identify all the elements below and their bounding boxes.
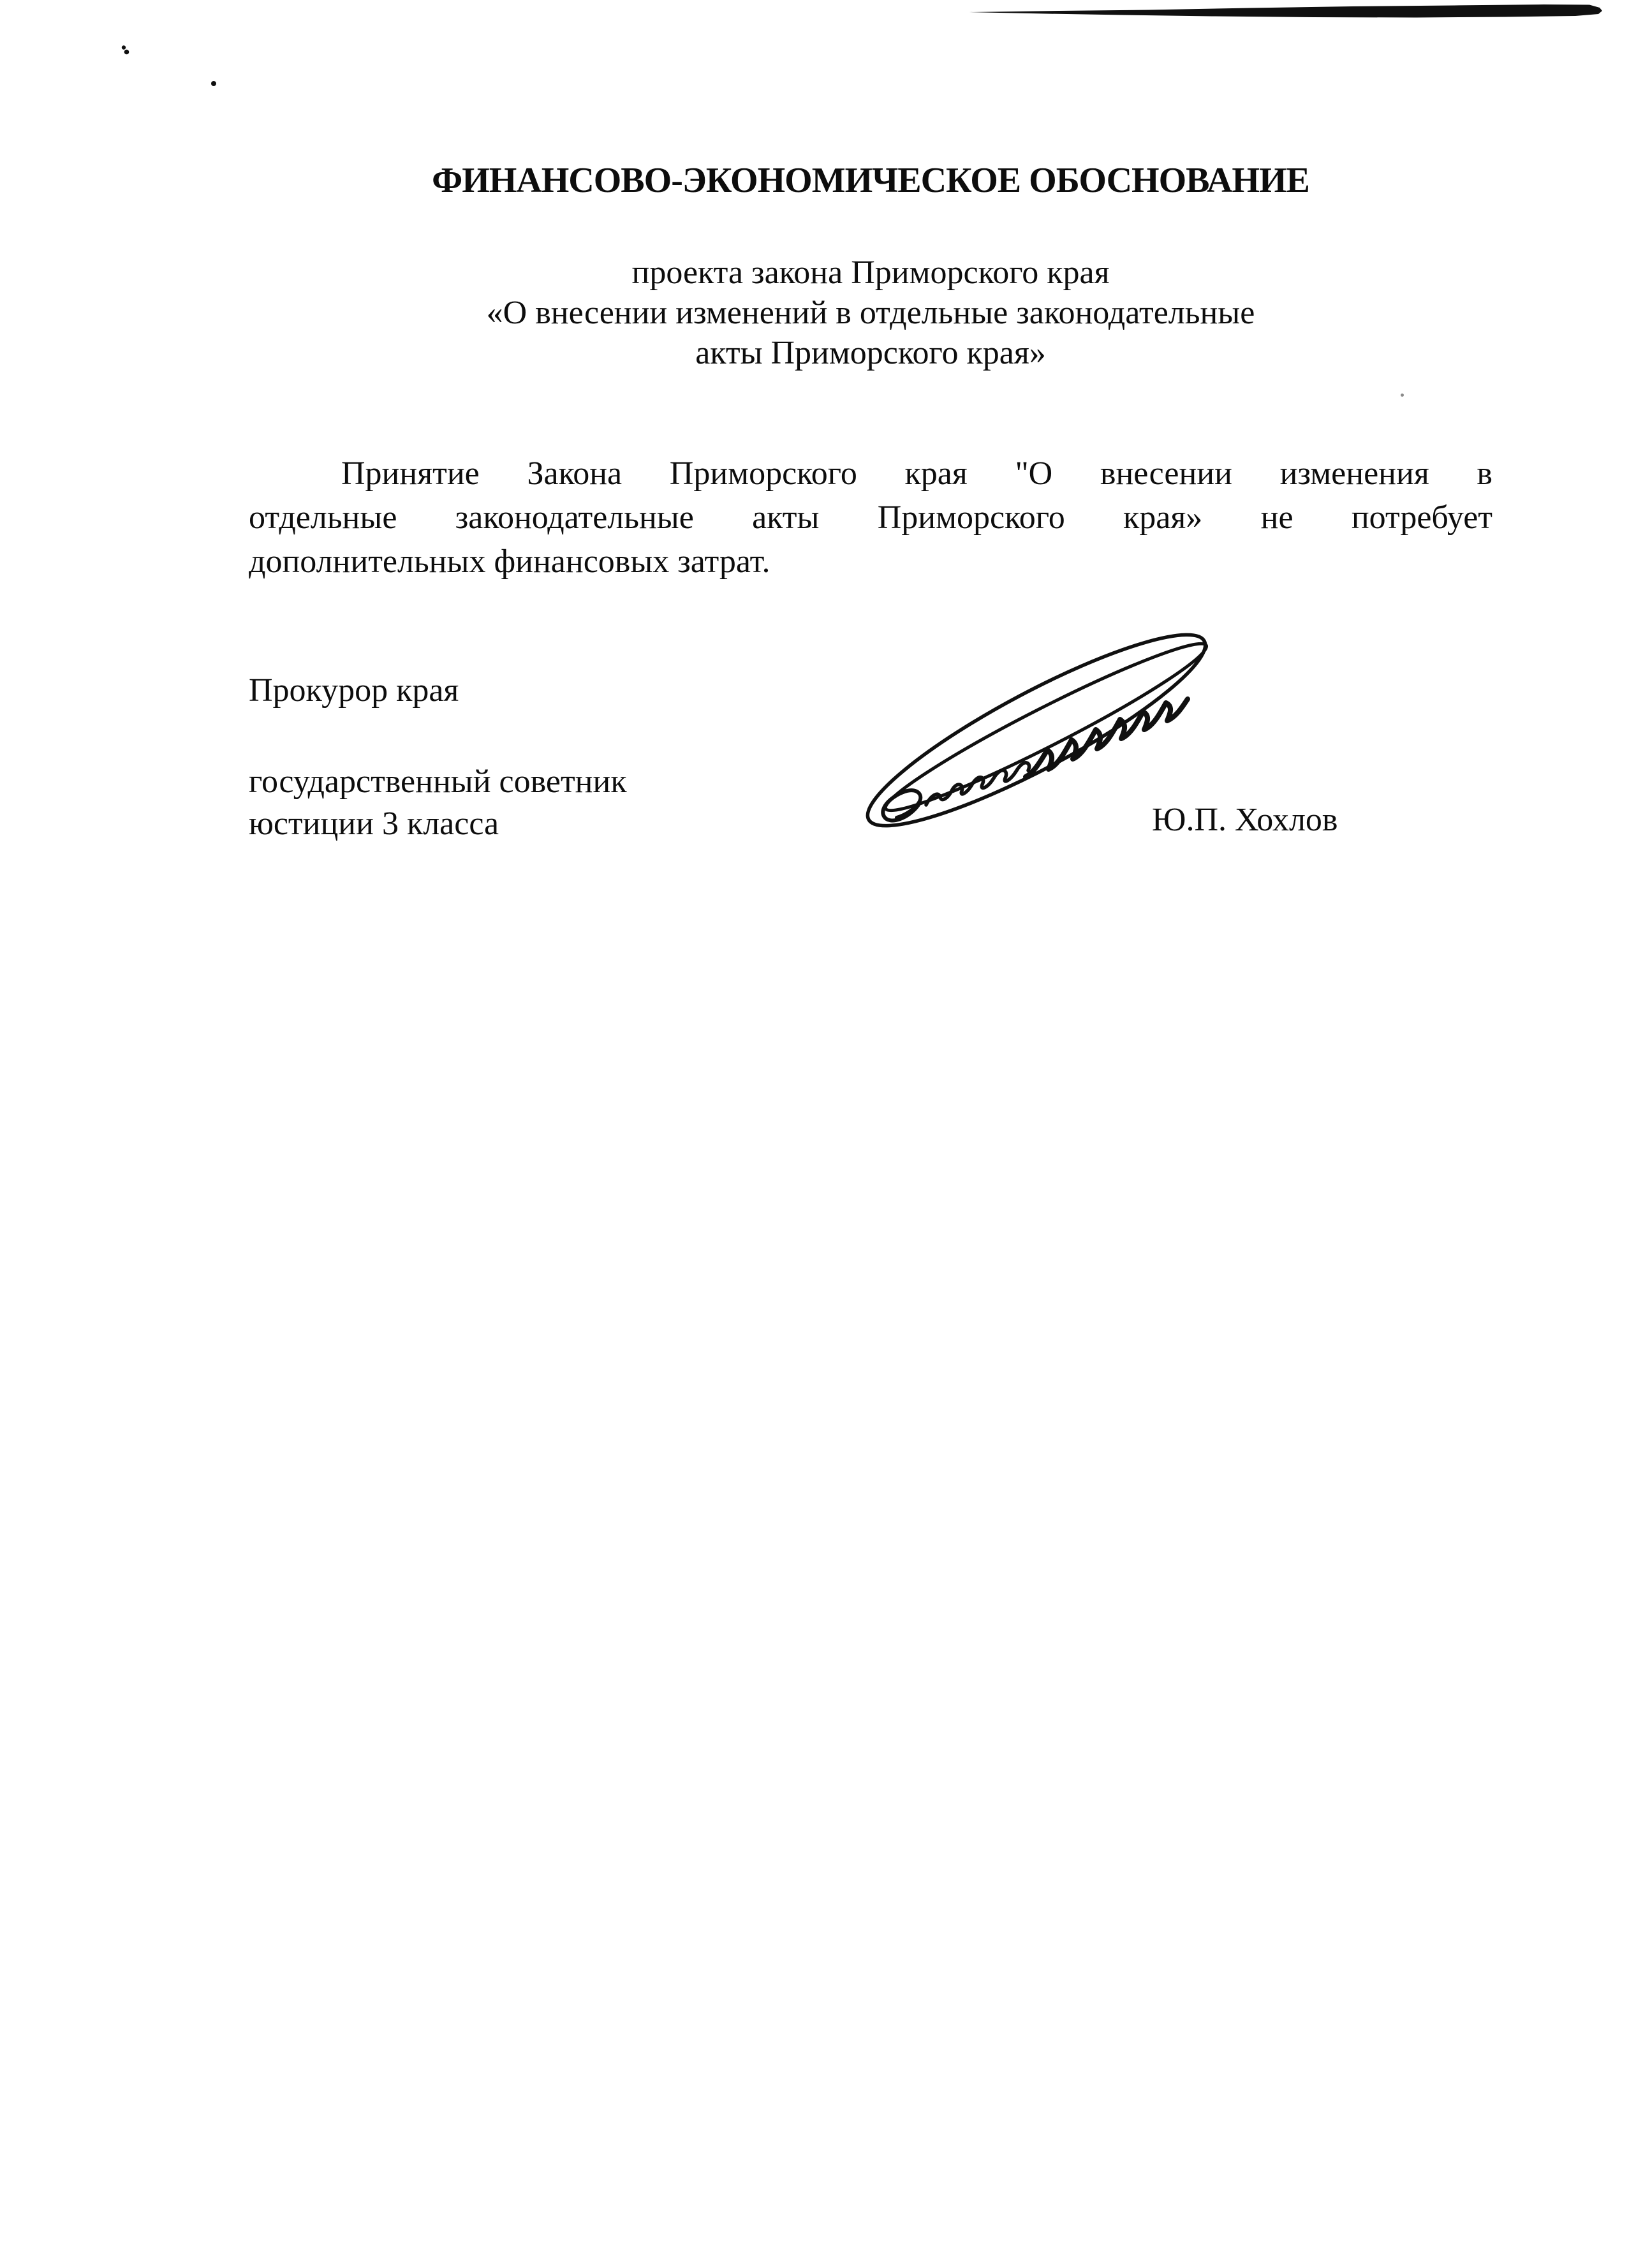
signer-name: Ю.П. Хохлов [1152,802,1338,838]
signer-position-line: юстиции 3 класса [249,806,499,842]
scan-speck-icon [1401,394,1404,397]
scan-artifact-bar [0,0,1636,26]
body-paragraph [249,452,1492,584]
body-line: дополнительных финансовых затрат. [249,543,770,580]
subtitle-line: проекта закона Приморского края [631,254,1110,291]
scan-speck-icon [121,45,129,55]
subtitle-line: акты Приморского края» [695,335,1046,371]
scan-speck-icon [211,81,216,86]
subtitle-line: «О внесении изменений в отдельные законодательные [486,295,1255,331]
signer-position-line: Прокурор края [249,672,459,709]
body-line: Принятие Закона Приморского края "О внесении изменения в [341,455,1492,492]
body-line: отдельные законодательные акты Приморского края» не потребует [249,499,1492,536]
document-title: ФИНАНСОВО-ЭКОНОМИЧЕСКОЕ ОБОСНОВАНИЕ [432,161,1309,200]
document-subtitle [249,253,1492,373]
signer-position-line: государственный советник [249,763,627,800]
